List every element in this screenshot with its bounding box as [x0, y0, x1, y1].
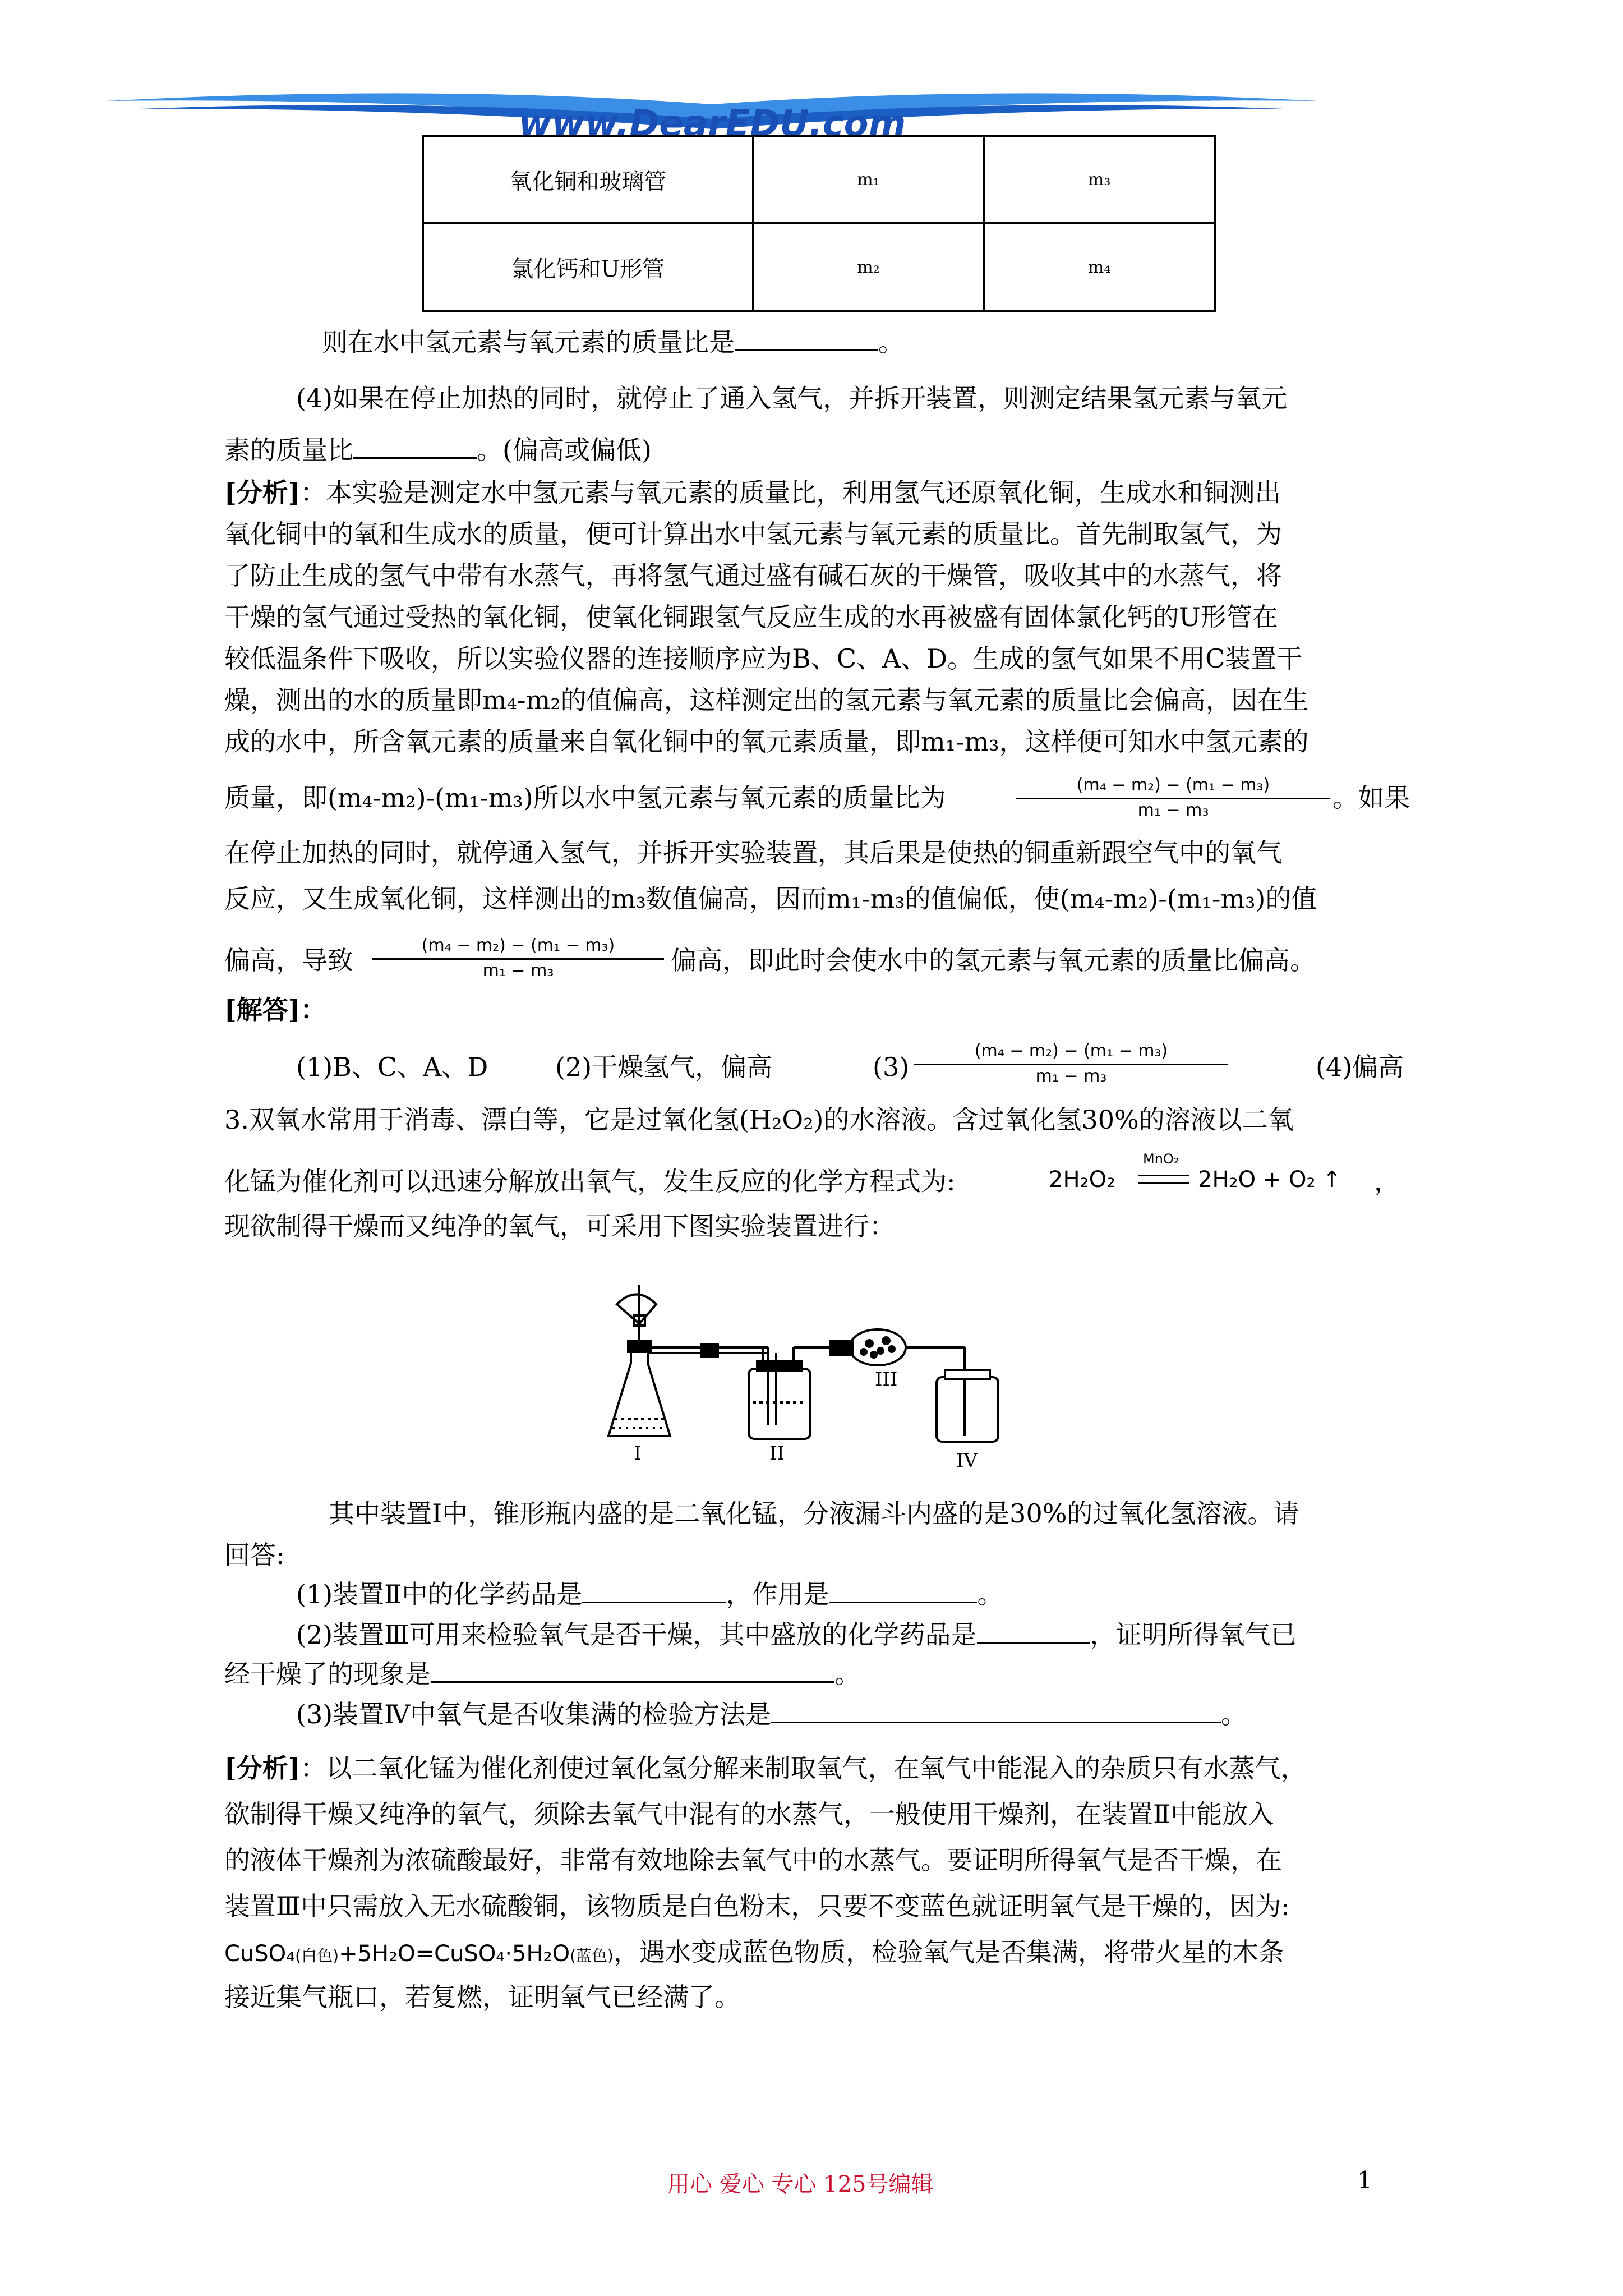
formula-note: (蓝色)	[570, 1947, 614, 1965]
question-text: (1)装置Ⅱ中的化学药品是	[296, 1579, 583, 1609]
analysis-line: 了防止生成的氢气中带有水蒸气，再将氢气通过盛有碱石灰的干燥管，吸收其中的水蒸气，将	[224, 560, 1282, 591]
table-cell-before: m₂	[753, 223, 984, 311]
analysis-line: 偏高，即此时会使水中的氢元素与氧元素的质量比偏高。	[671, 945, 1316, 976]
answer-label: [解答]	[224, 995, 301, 1025]
question-line: 则在水中氢元素与氧元素的质量比是 。	[322, 327, 904, 357]
answer-blank[interactable]	[829, 1579, 977, 1603]
answer-blank[interactable]	[771, 1699, 1221, 1723]
answer-text: ：	[300, 995, 326, 1025]
fraction-denominator: m₁ − m₃	[1137, 800, 1209, 820]
analysis-text: ：以二氧化锰为催化剂使过氧化氢分解来制取氧气，在氧气中能混入的杂质只有水蒸气，	[300, 1753, 1307, 1783]
question-text: (2)装置Ⅲ可用来检验氧气是否干燥，其中盛放的化学药品是	[296, 1619, 977, 1650]
equation-arrow	[1138, 1175, 1189, 1184]
answer-blank[interactable]	[431, 1659, 834, 1683]
analysis-line: 装置Ⅲ中只需放入无水硫酸铜，该物质是白色粉末，只要不变蓝色就证明氧气是干燥的，因为:	[224, 1891, 1290, 1921]
formula-note: (白色)	[295, 1947, 339, 1965]
answer-item: (2)干燥氢气，偏高	[555, 1052, 773, 1082]
wash-bottle-II	[749, 1347, 836, 1439]
equation-left: 2H₂O₂	[1049, 1167, 1116, 1193]
analysis-line: 。如果	[1332, 783, 1410, 813]
fraction-numerator: (m₄ − m₂) − (m₁ − m₃)	[372, 933, 664, 960]
question-3-line1: 3.双氧水常用于消毒、漂白等，它是过氧化氢(H₂O₂)的水溶液。含过氧化氢30%的溶液以二氧	[224, 1105, 1294, 1135]
question-text: 则在水中氢元素与氧元素的质量比是	[322, 327, 735, 357]
footer-text: 用心 爱心 专心 125号编辑	[667, 2171, 934, 2197]
table-cell-name: 氧化铜和玻璃管	[423, 136, 753, 223]
question-line	[296, 1618, 1297, 1651]
equation-right: 2H₂O + O₂ ↑	[1198, 1167, 1341, 1193]
answer-blank[interactable]	[735, 327, 878, 351]
formula-text: CuSO₄	[224, 1941, 296, 1967]
question-text: ，证明所得氧气已	[1090, 1619, 1297, 1650]
analysis-label: [分析]	[224, 1753, 301, 1783]
analysis-text: ：本实验是测定水中氢元素与氧元素的质量比，利用氢气还原氧化铜，生成水和铜测出	[300, 477, 1281, 508]
question-text: 。	[834, 1659, 860, 1689]
analysis-text: ，遇水变成蓝色物质，检验氧气是否集满，将带火星的木条	[613, 1937, 1284, 1967]
table-cell-name: 氯化钙和U形管	[423, 223, 753, 311]
question-text: ，作用是	[726, 1579, 829, 1609]
analysis-line	[224, 1935, 1284, 1973]
analysis-line: 反应，又生成氧化铜，这样测出的m₃数值偏高，因而m₁-m₃的值偏低，使(m₄-m₂)-(m₁-m₃)的值	[224, 884, 1317, 914]
question-line	[296, 1697, 1247, 1731]
gas-jar-IV	[937, 1370, 998, 1442]
analysis-line: 干燥的氢气通过受热的氧化铜，使氧化铜跟氢气反应生成的水再被盛有固体氯化钙的U形管在	[224, 602, 1278, 632]
answer-blank[interactable]	[353, 435, 477, 459]
question-text: 。	[977, 1579, 1003, 1609]
question-text: 回答:	[224, 1540, 285, 1570]
question-3-line3: 现欲制得干燥而又纯净的氧气，可采用下图实验装置进行：	[224, 1211, 895, 1241]
analysis-line: 偏高，导致	[224, 945, 353, 976]
fraction-expression	[1016, 773, 1330, 822]
site-title: www.DearEDU.com	[518, 103, 906, 145]
table-row	[423, 136, 1215, 223]
analysis-line: 成的水中，所含氧元素的质量来自氧化铜中的氧元素质量，即m₁-m₃，这样便可知水中氢元素的	[224, 726, 1309, 757]
flask-apparatus-I	[608, 1285, 670, 1436]
answer-line	[224, 993, 326, 1027]
question-text: 经干燥了的现象是	[224, 1659, 431, 1689]
fraction-denominator: m₁ − m₃	[1035, 1066, 1107, 1086]
analysis-line: 质量，即(m₄-m₂)-(m₁-m₃)所以水中氢元素与氧元素的质量比为	[224, 783, 946, 813]
figure-label-III: III	[875, 1368, 898, 1391]
question-text: (3)装置Ⅳ中氧气是否收集满的检验方法是	[296, 1699, 772, 1729]
analysis-label: [分析]	[224, 477, 301, 508]
figure-label-I: I	[634, 1442, 642, 1465]
question-3-line2-end: ，	[1374, 1166, 1400, 1197]
question-text: 其中装置Ⅰ中，锥形瓶内盛的是二氧化锰，分液漏斗内盛的是30%的过氧化氢溶液。请	[329, 1498, 1299, 1529]
analysis-line: 燥，测出的水的质量即m₄-m₂的值偏高，这样测定出的氢元素与氧元素的质量比会偏高，因在生	[224, 685, 1309, 715]
question-line	[296, 1577, 1003, 1611]
chemical-equation	[1049, 1151, 1363, 1200]
table-cell-after: m₄	[984, 223, 1215, 311]
analysis-line	[224, 1751, 1307, 1785]
answer-item: (4)偏高	[1316, 1052, 1404, 1082]
figure-label-II: II	[769, 1442, 785, 1465]
question-4-line2	[224, 433, 652, 467]
analysis-line: 在停止加热的同时，就停通入氢气，并拆开实验装置，其后果是使热的铜重新跟空气中的氧气	[224, 838, 1282, 868]
analysis-line: 氧化铜中的氧和生成水的质量，便可计算出水中氢元素与氧元素的质量比。首先制取氢气，为	[224, 519, 1282, 549]
table-cell-after: m₃	[984, 136, 1215, 223]
answer-blank[interactable]	[977, 1619, 1090, 1644]
apparatus-figure	[606, 1251, 1009, 1487]
table-cell-before: m₁	[753, 136, 984, 223]
question-3-line2: 化锰为催化剂可以迅速分解放出氧气，发生反应的化学方程式为:	[224, 1166, 956, 1197]
question-text: 素的质量比	[224, 435, 353, 465]
figure-label-IV: IV	[956, 1450, 978, 1472]
fraction-numerator: (m₄ − m₂) − (m₁ − m₃)	[914, 1039, 1228, 1065]
question-line	[224, 1657, 860, 1691]
mass-table	[422, 135, 1216, 312]
analysis-line	[224, 476, 1281, 509]
page-number: 1	[1357, 2166, 1372, 2194]
analysis-line: 欲制得干燥又纯净的氧气，须除去氧气中混有的水蒸气，一般使用干燥剂，在装置Ⅱ中能放入	[224, 1799, 1274, 1829]
table-row	[423, 223, 1215, 311]
analysis-line: 接近集气瓶口，若复燃，证明氧气已经满了。	[224, 1982, 740, 2012]
question-text: 。	[1221, 1699, 1247, 1729]
answer-item: (1)B、C、A、D	[296, 1052, 488, 1082]
question-text: 。(偏高或偏低)	[477, 435, 652, 465]
fraction-expression	[914, 1039, 1228, 1088]
fraction-denominator: m₁ − m₃	[482, 961, 554, 981]
equation-catalyst: MnO₂	[1143, 1151, 1179, 1167]
answer-blank[interactable]	[582, 1579, 726, 1603]
fraction-expression	[372, 933, 664, 982]
fraction-numerator: (m₄ − m₂) − (m₁ − m₃)	[1016, 773, 1330, 799]
question-4-line1: (4)如果在停止加热的同时，就停止了通入氢气，并拆开装置，则测定结果氢元素与氧元	[296, 383, 1288, 413]
analysis-line: 较低温条件下吸收，所以实验仪器的连接顺序应为B、C、A、D。生成的氢气如果不用C装置干	[224, 643, 1303, 674]
formula-text: +5H₂O=CuSO₄·5H₂O	[339, 1941, 570, 1967]
analysis-line: 的液体干燥剂为浓硫酸最好，非常有效地除去氧气中的水蒸气。要证明所得氧气是否干燥，在	[224, 1845, 1282, 1875]
answer-item: (3)	[873, 1052, 910, 1082]
